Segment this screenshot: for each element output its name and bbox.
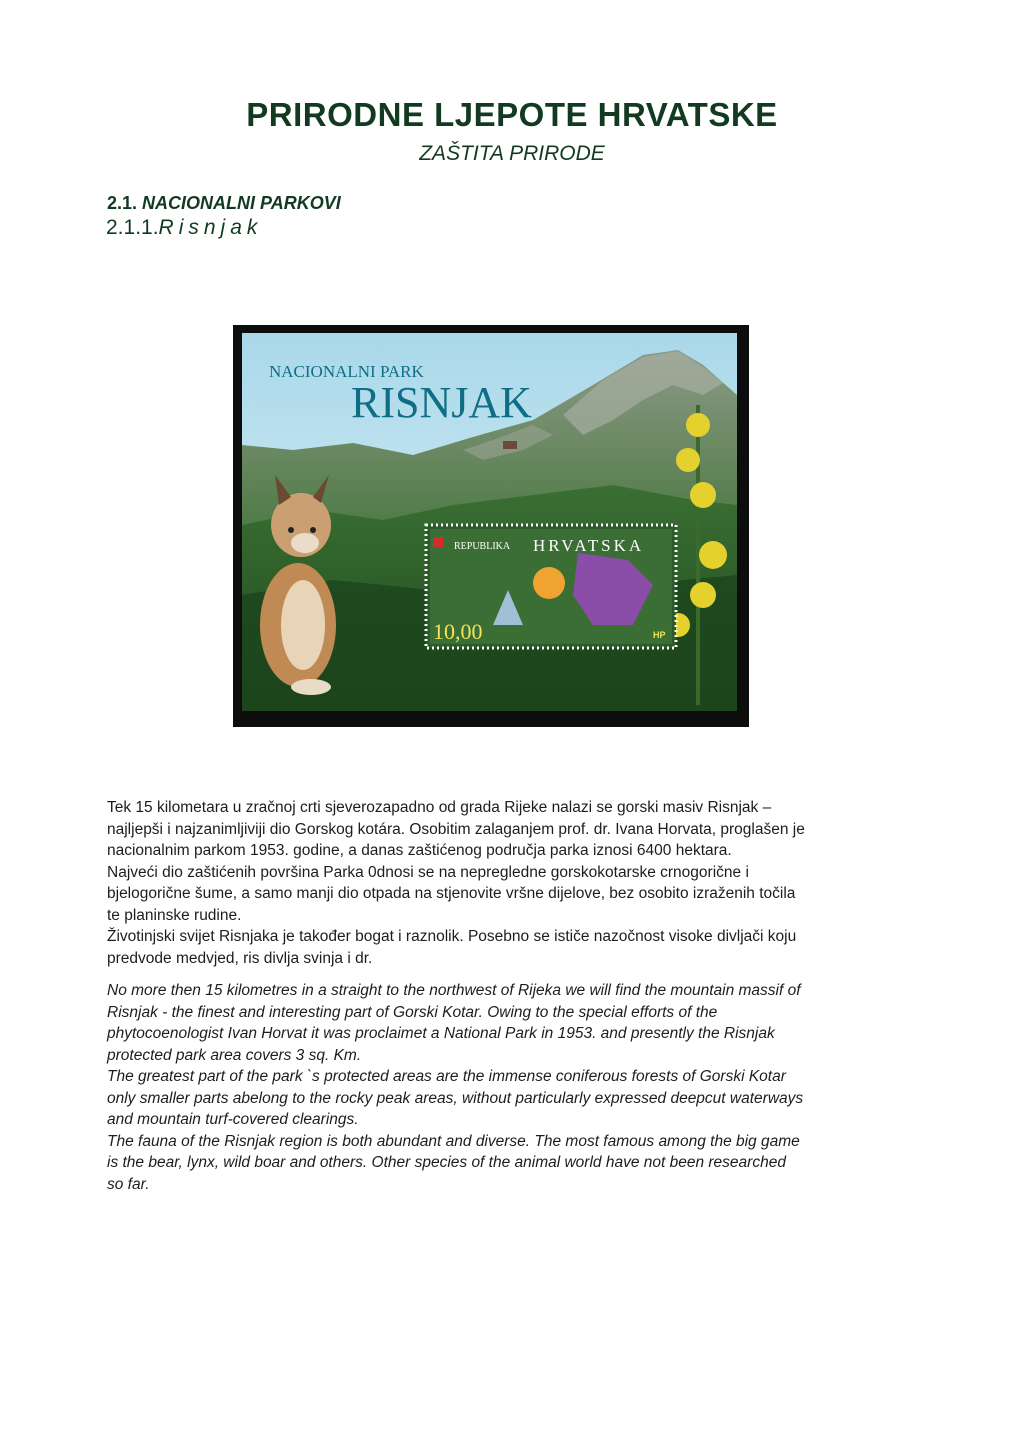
text-line: Tek 15 kilometara u zračnoj crti sjeverozapadno od grada Rijeke nalazi se gorski masiv Risnjak – bbox=[107, 799, 772, 816]
text-line: Najveći dio zaštićenih površina Parka 0dnosi se na nepregledne gorskokotarske crnogorične i bbox=[107, 863, 749, 881]
stamp-republika: REPUBLIKA bbox=[454, 541, 511, 552]
stamp-souvenir-sheet bbox=[233, 325, 749, 727]
text-line: phytocoenologist Ivan Horvat it was proclaimet a National Park in 1953. and presently the Risnjak bbox=[107, 1025, 775, 1042]
park-name: RISNJAK bbox=[351, 378, 532, 427]
page-subtitle: ZAŠTITA PRIRODE bbox=[419, 142, 605, 165]
text-line: predvode medvjed, ris divlja svinja i dr. bbox=[107, 949, 373, 967]
english-description bbox=[107, 980, 907, 1195]
text-line: No more then 15 kilometres in a straight to the northwest of Rijeka we will find the mountain massif of bbox=[107, 982, 801, 999]
text-line: only smaller parts abelong to the rocky peak areas, without particularly expressed deepcut waterways bbox=[107, 1089, 804, 1107]
text-line: is the bear, lynx, wild boar and others. Other species of the animal world have not been researched bbox=[107, 1154, 786, 1171]
text-line: The fauna of the Risnjak region is both abundant and diverse. The most famous among the big game bbox=[107, 1132, 800, 1150]
text-line: protected park area covers 3 sq. Km. bbox=[107, 1046, 362, 1064]
text-line: te planinske rudine. bbox=[107, 906, 242, 924]
croatian-coat-of-arms-icon bbox=[433, 537, 443, 547]
text-line: Risnjak - the finest and interesting part of Gorski Kotar. Owing to the special efforts of the bbox=[107, 1003, 718, 1021]
subsection-number: 2.1.1. bbox=[106, 216, 159, 239]
text-line: bjelogorične šume, a samo manji dio otpada na stjenovite vršne dijelove, bez osobito izraženih točila bbox=[107, 885, 796, 902]
page-title: PRIRODNE LJEPOTE HRVATSKE bbox=[246, 96, 778, 133]
stamp-sheet-image bbox=[233, 325, 749, 727]
section-title: NACIONALNI PARKOVI bbox=[142, 193, 341, 213]
text-line: and mountain turf-covered clearings. bbox=[107, 1111, 359, 1128]
post-logo: HP bbox=[653, 630, 666, 640]
text-line: nacionalnim parkom 1953. godine, a danas zaštićenog područja parka iznosi 6400 hektara. bbox=[107, 842, 732, 859]
subsection-title: Risnjak bbox=[158, 216, 263, 239]
text-line: so far. bbox=[107, 1175, 150, 1193]
stamp-denomination: 10,00 bbox=[433, 619, 483, 644]
subsection-heading bbox=[106, 216, 262, 240]
section-number: 2.1. bbox=[107, 193, 138, 213]
text-line: najljepši i najzanimljiviji dio Gorskog kotára. Osobitim zalaganjem prof. dr. Ivana Horvata, proglašen je bbox=[107, 820, 805, 838]
section-heading bbox=[107, 193, 341, 214]
text-line: The greatest part of the park `s protected areas are the immense coniferous forests of Gorski Kotar bbox=[107, 1068, 786, 1085]
text-line: Životinjski svijet Risnjaka je također bogat i raznolik. Posebno se ističe nazočnost visoke divljači koju bbox=[107, 928, 797, 945]
mountain-hut-icon bbox=[503, 441, 517, 449]
stamp-hrvatska: HRVATSKA bbox=[533, 536, 645, 555]
park-label: NACIONALNI PARK bbox=[269, 362, 424, 381]
croatian-description bbox=[107, 797, 907, 969]
